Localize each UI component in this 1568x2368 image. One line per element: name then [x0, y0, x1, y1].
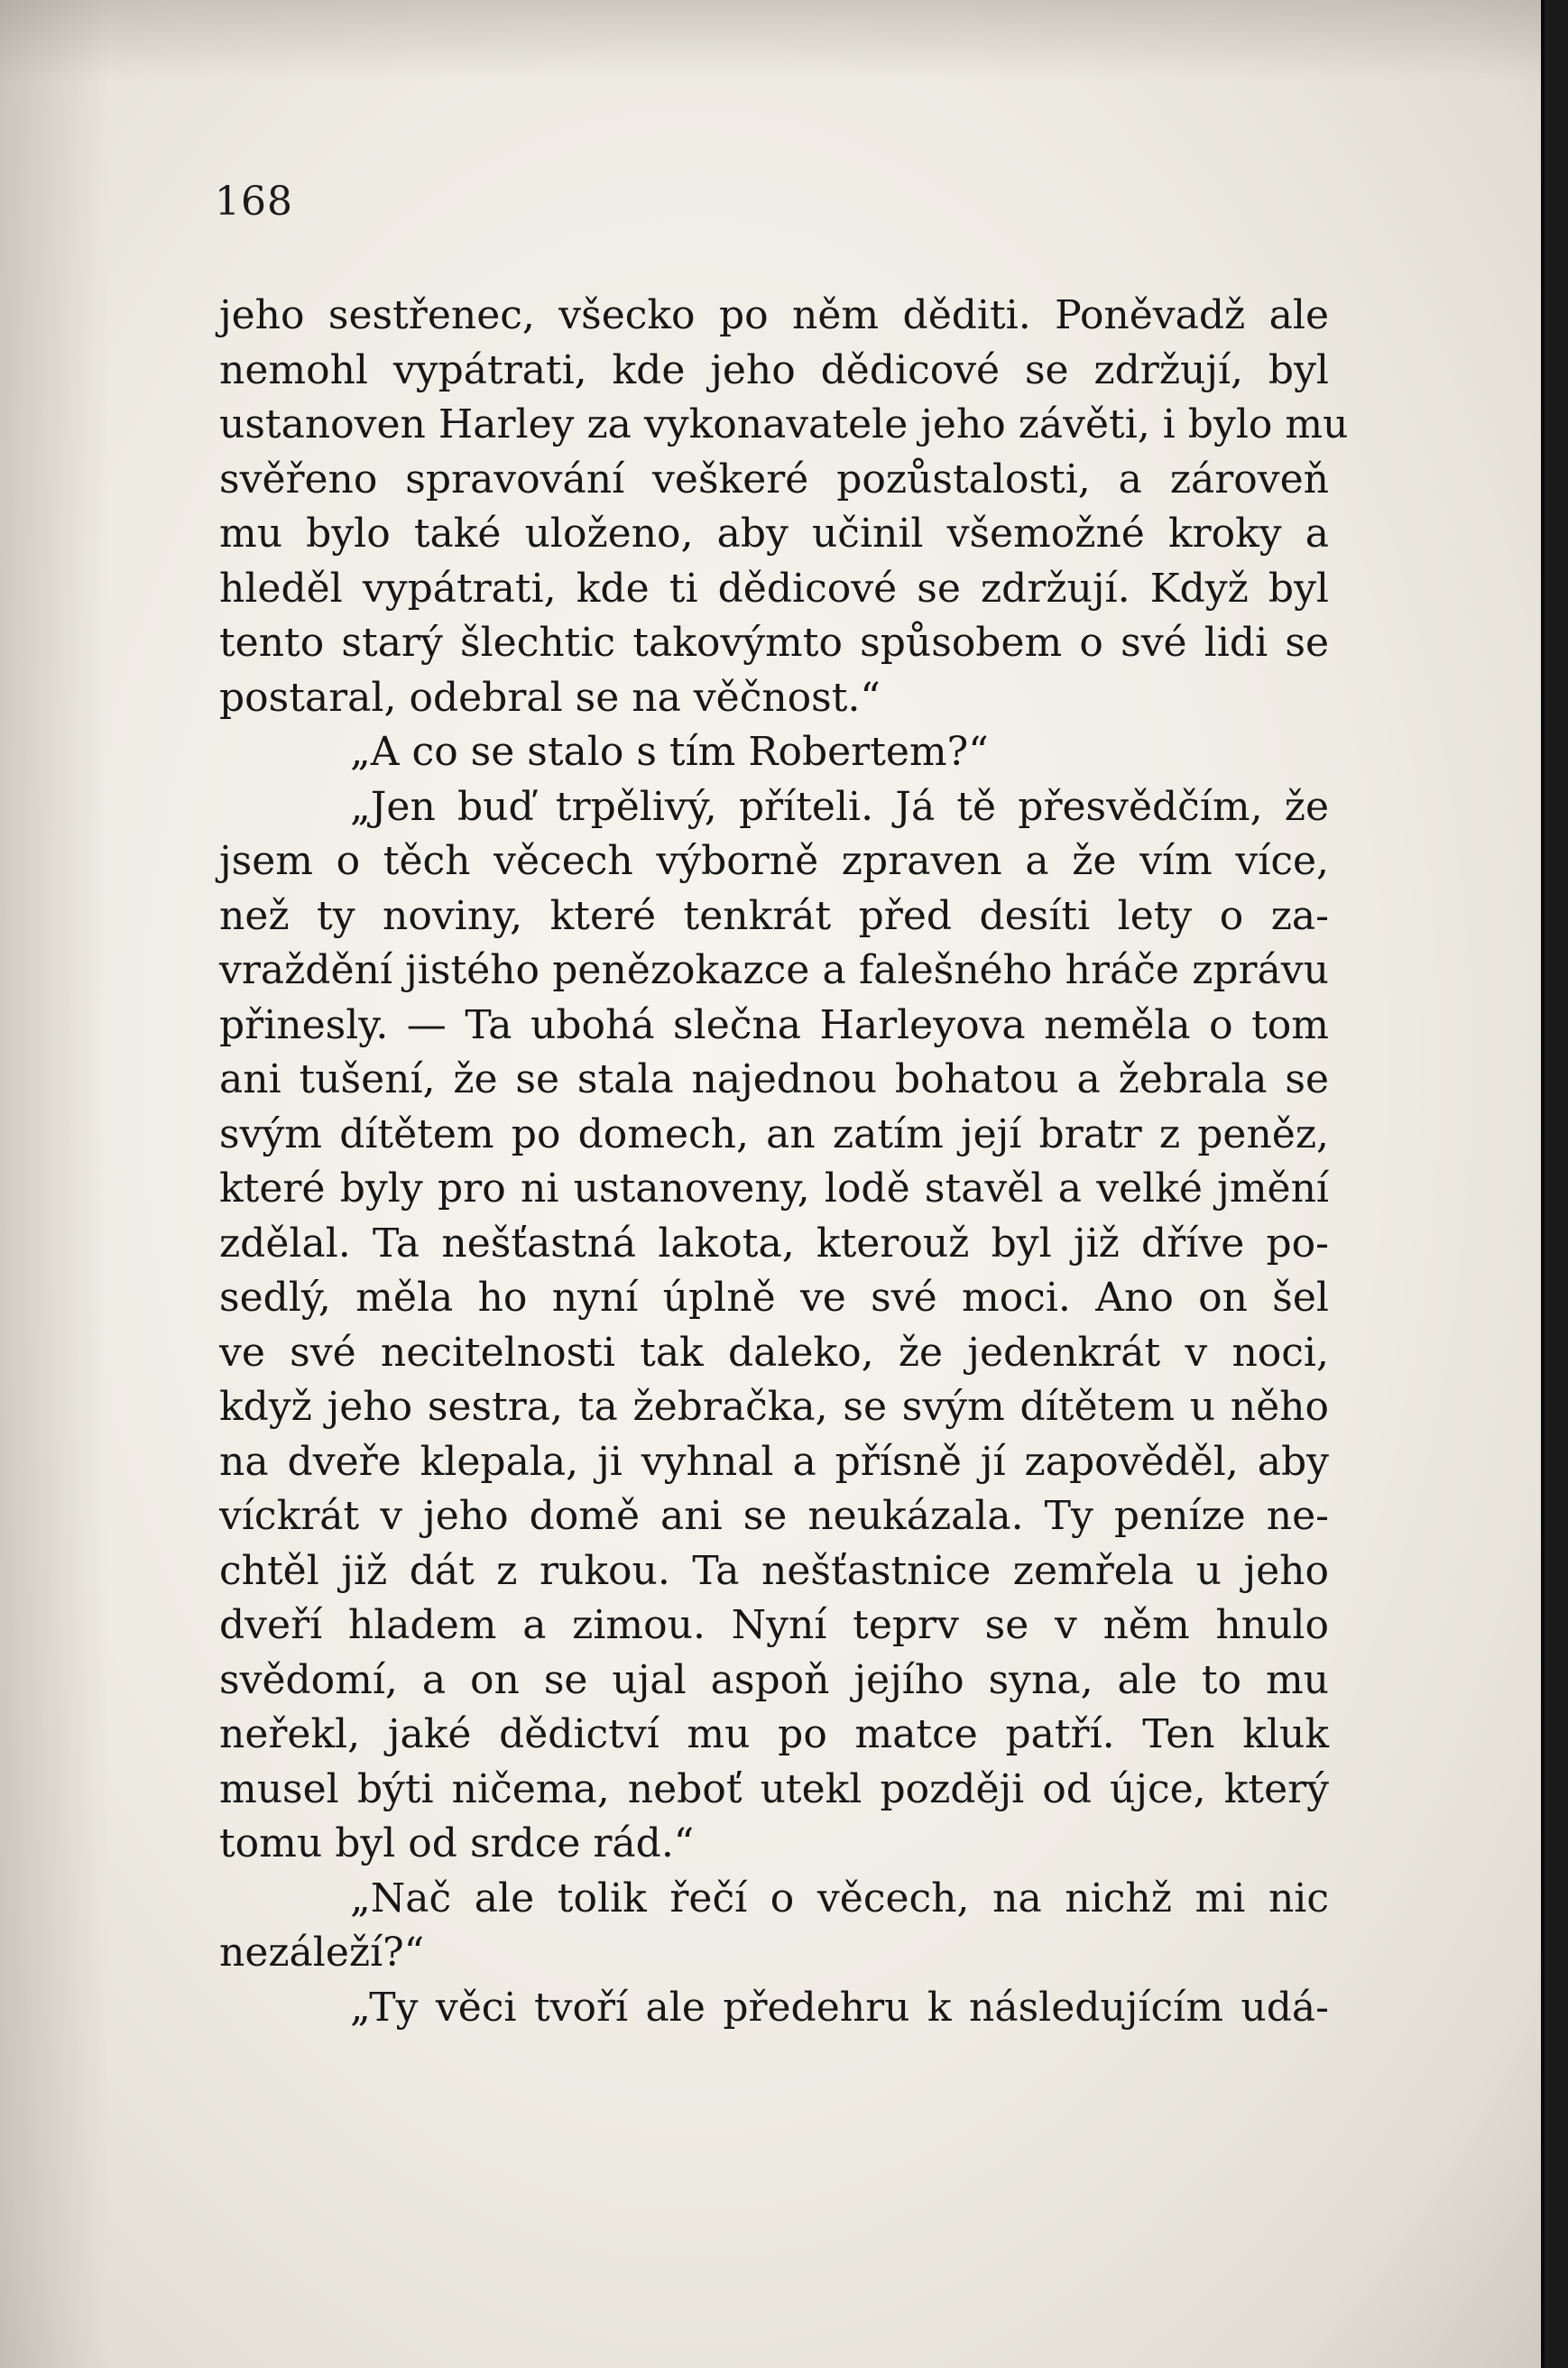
text-line: „Nač ale tolik řečí o věcech, na nichž mi nic: [350, 1875, 1329, 1921]
scan-border: [1545, 0, 1568, 2368]
text-line: ustanoven Harley za vykonavatele jeho závěti, i bylo mu: [219, 401, 1349, 447]
text-line: přinesly. — Ta ubohá slečna Harleyova neměla o tom: [219, 1001, 1329, 1048]
text-line: sedlý, měla ho nyní úplně ve své moci. Ano on šel: [219, 1275, 1329, 1321]
text-line: „Jen buď trpělivý, příteli. Já tě přesvědčím, že: [350, 783, 1329, 830]
text-line: ani tušení, že se stala najednou bohatou a žebrala se: [219, 1056, 1329, 1102]
text-line: ve své necitelnosti tak daleko, že jedenkrát v noci,: [219, 1329, 1329, 1376]
text-line: chtěl již dát z rukou. Ta nešťastnice zemřela u jeho: [219, 1547, 1329, 1594]
page-number: 168: [215, 179, 293, 225]
text-line: vraždění jistého penězokazce a falešného hráče zprávu: [219, 947, 1329, 993]
text-line: nezáleží?“: [219, 1930, 425, 1976]
text-line: zdělal. Ta nešťastná lakota, kterouž byl již dříve po-: [219, 1220, 1329, 1267]
text-line: musel býti ničema, neboť utekl později od újce, který: [219, 1765, 1329, 1812]
text-line: hleděl vypátrati, kde ti dědicové se zdržují. Když byl: [219, 565, 1329, 612]
text-line: tento starý šlechtic takovýmto spůsobem o své lidi se: [219, 620, 1329, 666]
text-line: tomu byl od srdce rád.“: [219, 1820, 695, 1866]
text-line: postaral, odebral se na věčnost.“: [219, 674, 881, 721]
text-line: než ty noviny, které tenkrát před desíti lety o za-: [219, 892, 1329, 939]
text-line: které byly pro ni ustanoveny, lodě stavěl a velké jmění: [219, 1166, 1329, 1212]
text-line: svěřeno spravování veškeré pozůstalosti, a zároveň: [219, 456, 1329, 502]
text-line: „A co se stalo s tím Robertem?“: [350, 729, 989, 775]
text-line: když jeho sestra, ta žebračka, se svým dítětem u něho: [219, 1384, 1329, 1430]
text-line: na dveře klepala, ji vyhnal a přísně jí zapověděl, aby: [219, 1438, 1329, 1485]
body-text: [219, 289, 1349, 2035]
text-line: „Ty věci tvoří ale předehru k následujícím udá-: [350, 1984, 1329, 2031]
text-line: jeho sestřenec, všecko po něm děditi. Poněvadž ale: [219, 292, 1329, 338]
text-line: nemohl vypátrati, kde jeho dědicové se zdržují, byl: [219, 346, 1329, 393]
text-line: svým dítětem po domech, an zatím její bratr z peněz,: [219, 1110, 1329, 1157]
text-line: svědomí, a on se ujal aspoň jejího syna, ale to mu: [219, 1656, 1329, 1703]
text-line: neřekl, jaké dědictví mu po matce patří. Ten kluk: [219, 1711, 1329, 1757]
text-line: víckrát v jeho domě ani se neukázala. Ty peníze ne-: [219, 1493, 1329, 1539]
text-line: dveří hladem a zimou. Nyní teprv se v něm hnulo: [219, 1602, 1329, 1648]
text-line: jsem o těch věcech výborně zpraven a že vím více,: [219, 838, 1329, 884]
text-line: mu bylo také uloženo, aby učinil všemožné kroky a: [219, 511, 1329, 557]
